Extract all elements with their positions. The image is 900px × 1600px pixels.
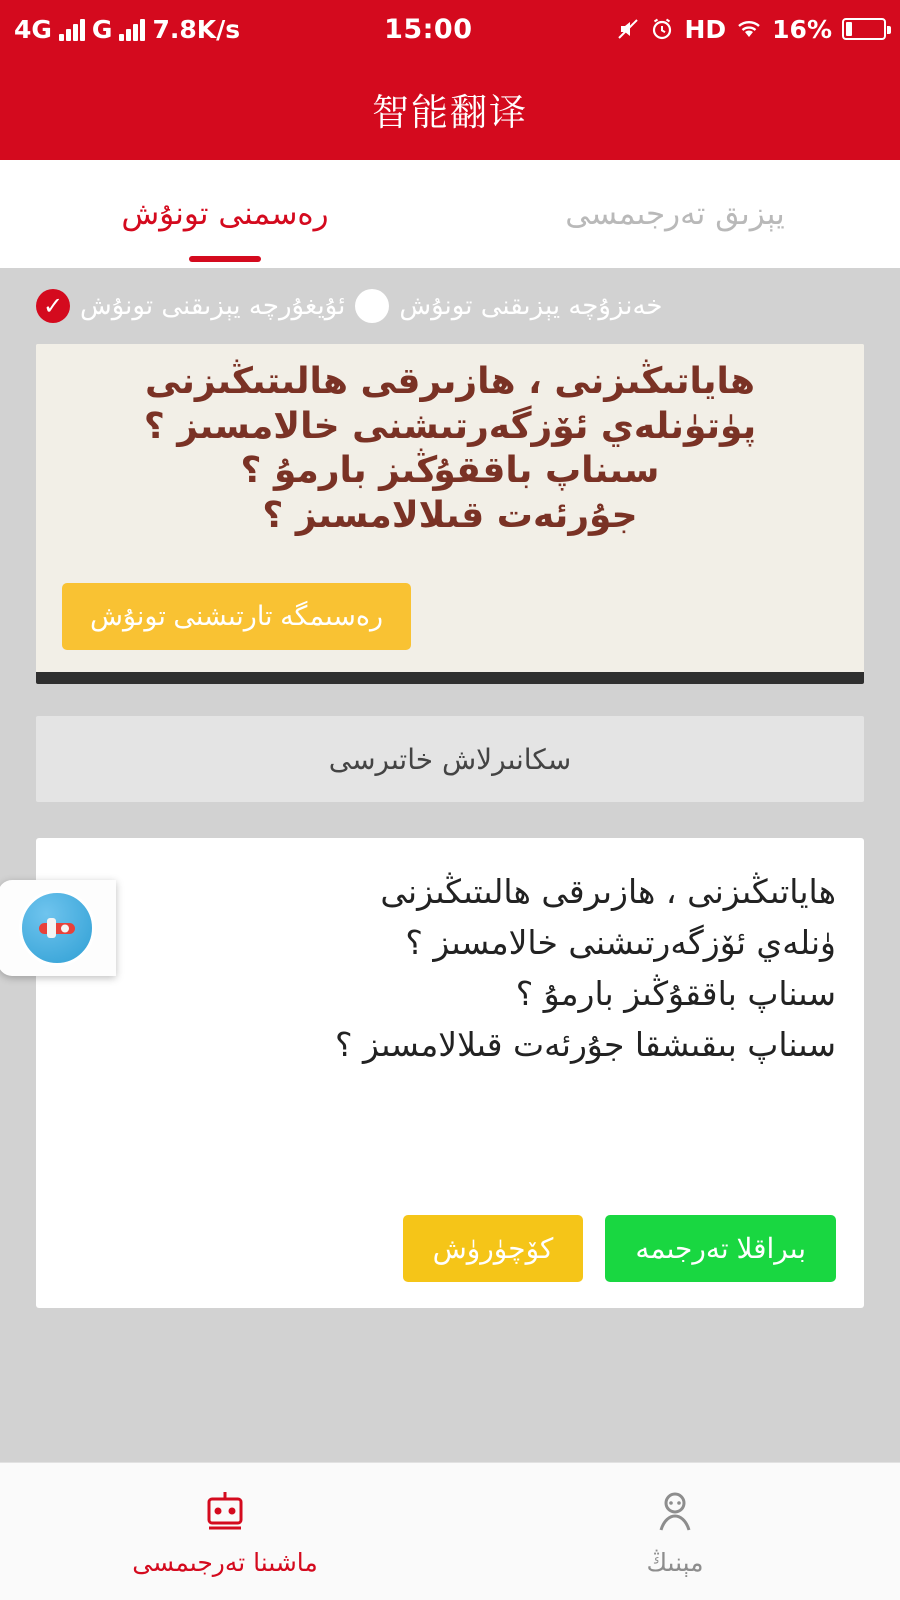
app-title-bar: [0, 58, 900, 160]
tab-text-translation[interactable]: [450, 160, 900, 268]
person-icon: [653, 1486, 697, 1538]
page-title: 智能翻译: [372, 91, 528, 134]
tab-image-recognition-label: رەسمنى تونۇش: [121, 196, 329, 232]
carrier-letter-label: G: [91, 14, 113, 44]
mute-icon: [616, 17, 640, 41]
nav-item-profile-label: مېنىڭ: [646, 1548, 704, 1577]
status-bar: [0, 0, 900, 58]
status-right-group: [616, 15, 886, 44]
bottom-nav: [0, 1462, 900, 1600]
result-line: هاياتىڭىزنى ، هازىرقى هالىتىڭىزنى: [380, 872, 836, 911]
battery-percent-label: 16%: [772, 14, 832, 44]
copy-button[interactable]: كۆچۈرۈش: [403, 1215, 584, 1282]
radio-unchecked-icon[interactable]: [355, 289, 389, 323]
tab-text-translation-label: يېزىق تەرجىمسى: [565, 196, 785, 232]
option-chinese[interactable]: [355, 289, 662, 323]
assistant-bubble-circle: [19, 890, 95, 966]
tab-bar: [0, 160, 900, 268]
robot-icon: [202, 1486, 248, 1538]
alarm-icon: [650, 17, 674, 41]
scan-history-bar[interactable]: [36, 716, 864, 802]
status-clock: 15:00: [384, 13, 473, 45]
result-action-row: [64, 1215, 836, 1282]
assistant-bubble-icon[interactable]: [0, 880, 116, 976]
tab-image-recognition[interactable]: [0, 160, 450, 268]
battery-icon: [842, 18, 886, 40]
signal-bars-icon-2: [119, 17, 145, 41]
result-line: سىناپ باققۇڭىز بارمۇ ؟: [515, 974, 836, 1014]
status-left-group: [14, 15, 240, 44]
recognition-result-text[interactable]: [64, 866, 836, 1185]
network-speed-label: 7.8K/s: [152, 14, 241, 44]
scan-line: سىناپ باققۇڭىز بارمۇ ؟: [240, 450, 660, 492]
main-content: [0, 268, 900, 1462]
recognition-result-card: [36, 838, 864, 1308]
wifi-icon: [736, 18, 762, 40]
option-uyghur-label: ئۇيغۇرچە يېزىقنى تونۇش: [80, 291, 346, 321]
scan-line: جۇرئەت قىلالامسىز ؟: [262, 494, 638, 536]
recognize-photo-button[interactable]: رەسىمگە تارتىشنى تونۇش: [62, 583, 411, 650]
result-line: سىناپ بىقىشقا جۇرئەت قىلالامسىز ؟: [335, 1025, 836, 1065]
nav-item-machine-translation[interactable]: [0, 1463, 450, 1600]
translate-all-button[interactable]: بىراقلا تەرجىمە: [605, 1215, 836, 1282]
signal-bars-icon: [59, 17, 85, 41]
option-uyghur[interactable]: [36, 289, 345, 323]
network-type-label: 4G: [14, 14, 52, 44]
hd-icon: HD: [684, 14, 727, 44]
radio-checked-icon[interactable]: [36, 289, 70, 323]
scan-line: پۈتۈنلەي ئۆزگەرتىشنى خالامسىز ؟: [143, 405, 757, 447]
result-line: ۈنلەي ئۆزگەرتىشنى خالامسىز ؟: [405, 923, 836, 963]
recognition-language-options: [36, 268, 864, 344]
scanned-image-card[interactable]: [36, 344, 864, 684]
nav-item-machine-translation-label: ماشىنا تەرجىمسى: [132, 1548, 318, 1577]
nav-item-profile[interactable]: [450, 1463, 900, 1600]
scan-history-label: سكانىرلاش خاتىرسى: [328, 742, 572, 776]
scan-line: هاياتىڭىزنى ، هازىرقى هالىتىڭىزنى: [144, 361, 755, 402]
option-chinese-label: خەنزۇچە يېزىقنى تونۇش: [399, 291, 663, 321]
